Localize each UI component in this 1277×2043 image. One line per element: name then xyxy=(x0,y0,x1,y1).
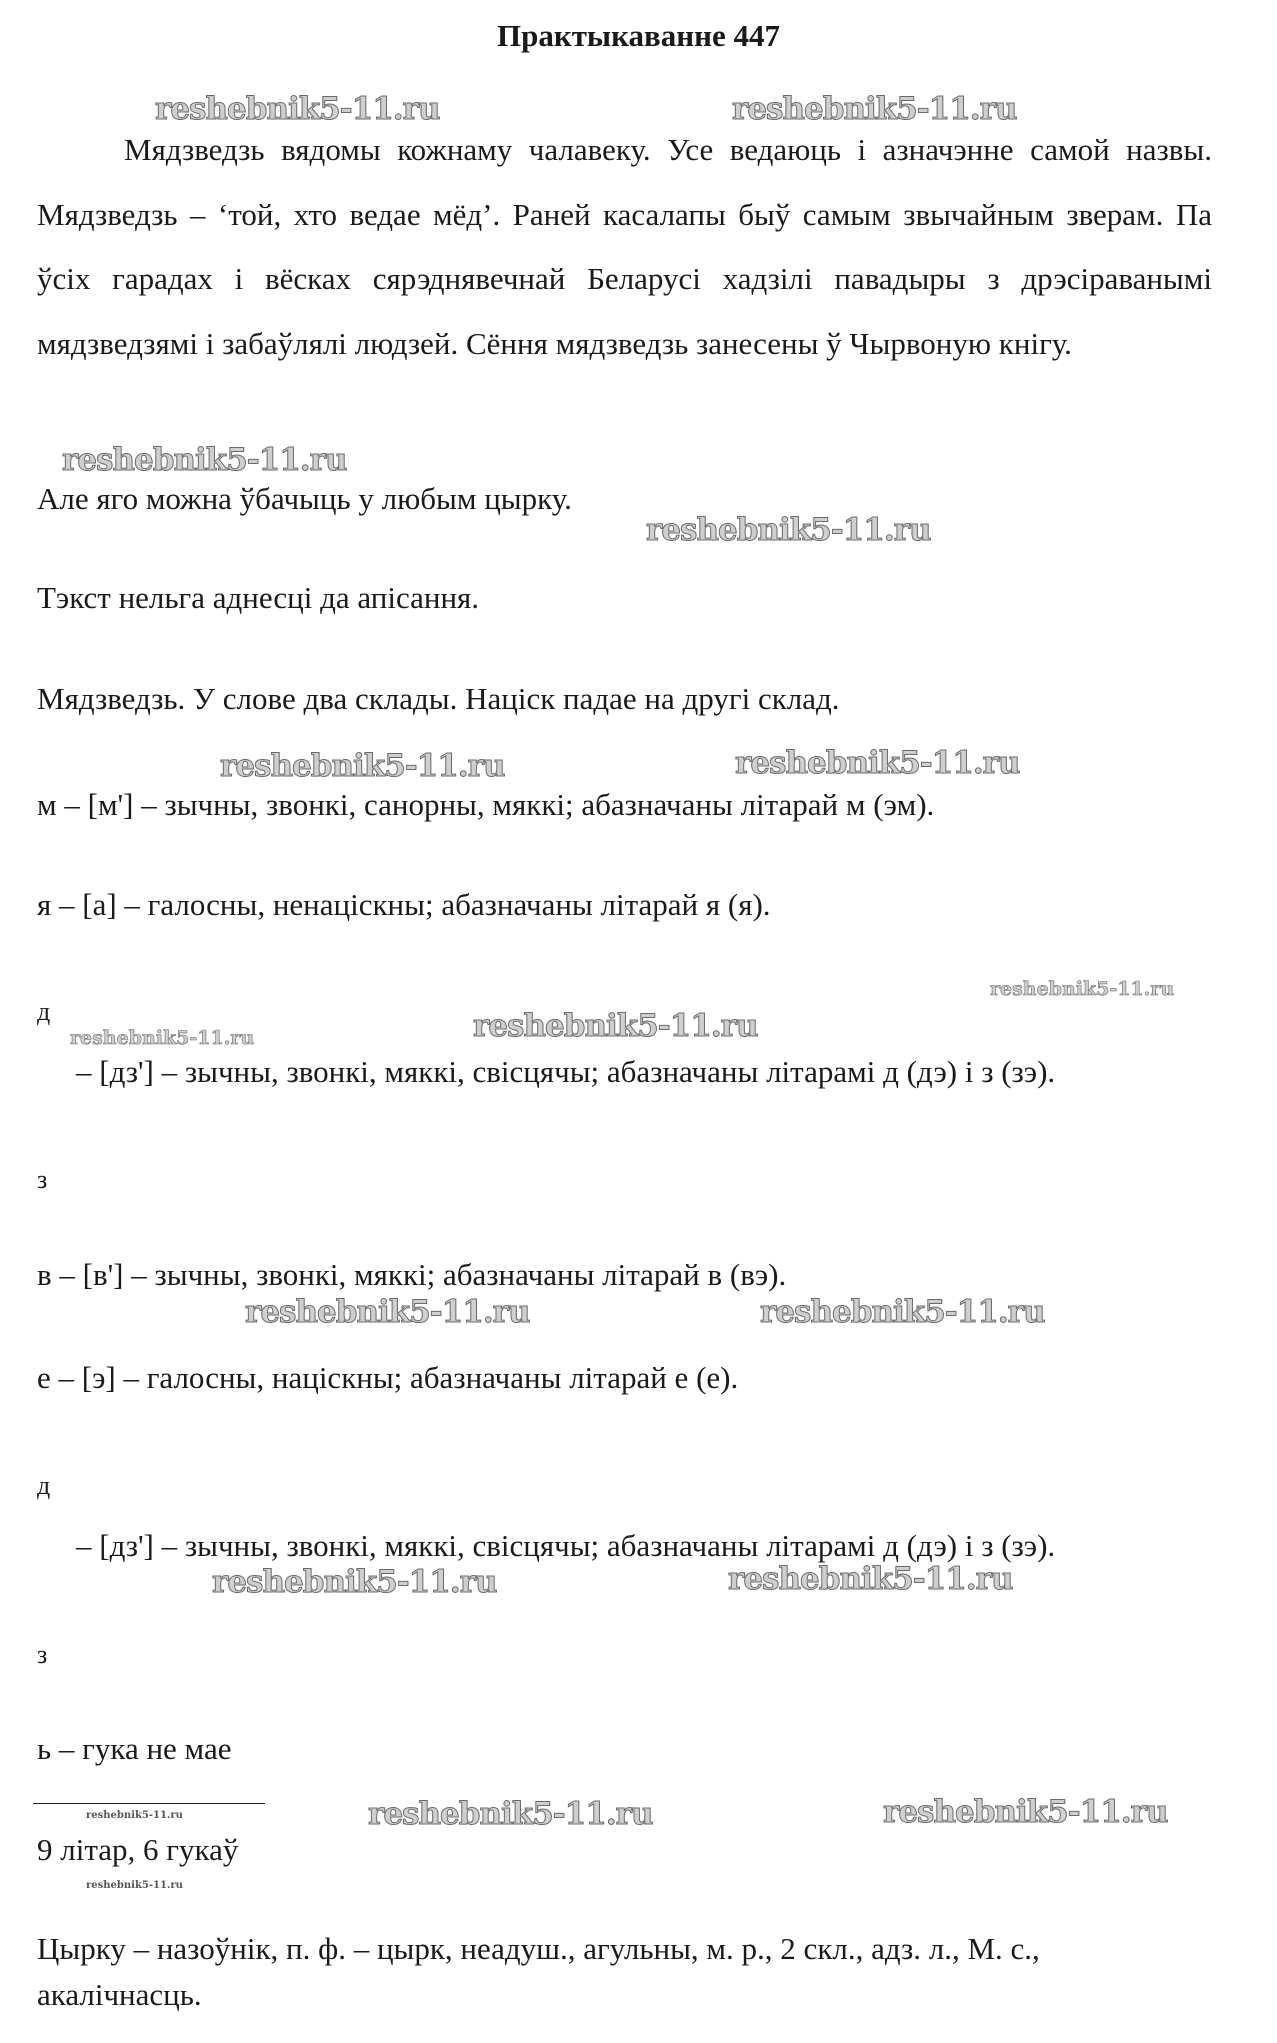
watermark: reshebnik5-11.ru xyxy=(212,1564,497,1600)
line-letter-count: 9 літар, 6 гукаў xyxy=(37,1832,239,1867)
line-letter-z-2: з xyxy=(37,1640,48,1669)
watermark: reshebnik5-11.ru xyxy=(883,1794,1168,1830)
main-paragraph: Мядзведзь вядомы кожнаму чалавеку. Усе ведаюць і азначэнне самой назвы. Мядзведзь – ‘той, хто ведае мёд’. Раней касалапы быў самым звычайным зверам. Па ўсіх гарадах і вёсках сярэднявечнай Беларусі хадзілі павадыры з дрэсіраванымі мядзведзямі і забаўлялі людзей. Сёння мядзведзь занесены ў Чырвоную кнігу. xyxy=(37,132,1212,361)
line-letter-d-2: д xyxy=(37,1471,51,1500)
watermark: reshebnik5-11.ru xyxy=(735,745,1020,781)
line-morphology-1: Цырку – назоўнік, п. ф. – цырк, неадуш., агульны, м. р., 2 скл., адз. л., М. с., xyxy=(37,1931,1040,1966)
line-letter-z-1: з xyxy=(37,1165,48,1194)
watermark: reshebnik5-11.ru xyxy=(86,1810,183,1821)
line-sound-dz-1: – [дз'] – зычны, звонкі, мяккі, свісцячы; абазначаны літарамі д (дэ) і з (зэ). xyxy=(76,1054,1056,1089)
line-no-description: Тэкст нельга аднесці да апісання. xyxy=(37,580,480,615)
watermark: reshebnik5-11.ru xyxy=(70,1027,255,1049)
line-letter-d-1: д xyxy=(37,997,51,1026)
watermark: reshebnik5-11.ru xyxy=(646,512,931,548)
line-soft-sign: ь – гука не мае xyxy=(37,1731,232,1766)
line-morphology-2: акалічнасць. xyxy=(37,1977,202,2012)
watermark: reshebnik5-11.ru xyxy=(728,1561,1013,1597)
line-syllables: Мядзведзь. У слове два склады. Націск падае на другі склад. xyxy=(37,681,840,716)
watermark: reshebnik5-11.ru xyxy=(990,978,1175,1000)
line-circus: Але яго можна ўбачыць у любым цырку. xyxy=(37,481,572,516)
line-sound-m: м – [м'] – зычны, звонкі, санорны, мяккі; абазначаны літарай м (эм). xyxy=(37,787,935,822)
watermark: reshebnik5-11.ru xyxy=(62,442,347,478)
page-title: Практыкаванне 447 xyxy=(496,18,780,53)
line-sound-ya: я – [а] – галосны, ненаціскны; абазначаны літарай я (я). xyxy=(37,887,771,922)
watermark: reshebnik5-11.ru xyxy=(155,91,440,127)
watermark: reshebnik5-11.ru xyxy=(368,1796,653,1832)
watermark: reshebnik5-11.ru xyxy=(732,91,1017,127)
line-sound-dz-2: – [дз'] – зычны, звонкі, мяккі, свісцячы; абазначаны літарамі д (дэ) і з (зэ). xyxy=(76,1528,1056,1563)
line-sound-v: в – [в'] – зычны, звонкі, мяккі; абазначаны літарай в (вэ). xyxy=(37,1257,787,1292)
watermark: reshebnik5-11.ru xyxy=(760,1294,1045,1330)
watermark: reshebnik5-11.ru xyxy=(220,748,505,784)
watermark: reshebnik5-11.ru xyxy=(245,1294,530,1330)
watermark: reshebnik5-11.ru xyxy=(86,1880,183,1891)
watermark: reshebnik5-11.ru xyxy=(473,1008,758,1044)
divider-line xyxy=(33,1803,265,1804)
line-sound-e: е – [э] – галосны, націскны; абазначаны літарай е (е). xyxy=(37,1360,739,1395)
